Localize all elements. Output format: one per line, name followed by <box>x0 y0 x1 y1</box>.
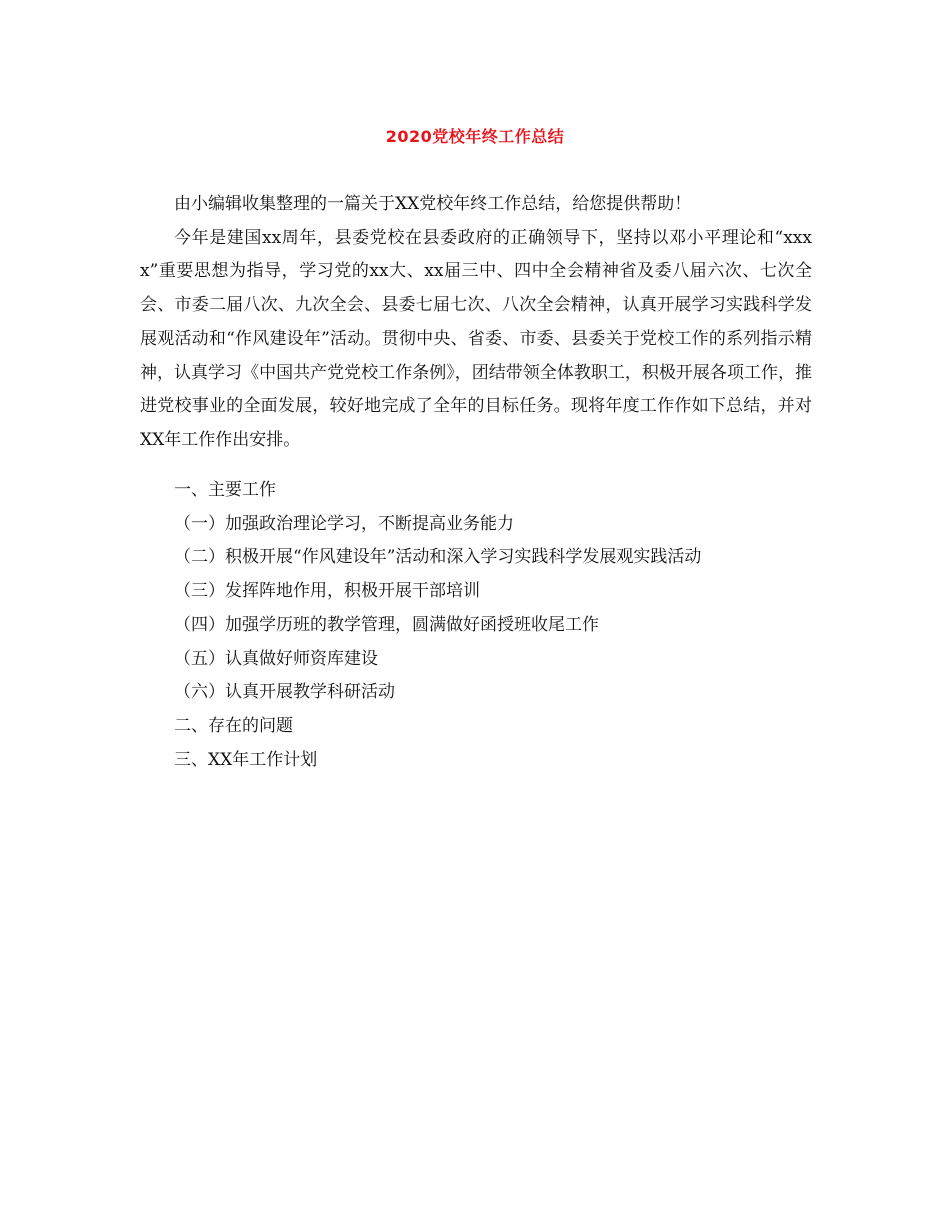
outline-item-5: （五）认真做好师资库建设 <box>174 648 378 669</box>
summary-paragraph: 今年是建国xx周年，县委党校在县委政府的正确领导下，坚持以邓小平理论和“xxxx”重要思想为指导，学习党的xx大、xx届三中、四中全会精神省及委八届六次、七次全会、市委二届八次、九次全会、县委七届七次、八次全会精神，认真开展学习实践科学发展观活动和“作风建设年”活动。贯彻中央、省委、市委、县委关于党校工作的系列指示精神，认真学习《中国共产党党校工作条例》，团结带领全体教职工，积极开展各项工作，推进党校事业的全面发展，较好地完成了全年的目标任务。现将年度工作作如下总结，并对XX年工作作出安排。 <box>140 227 812 450</box>
outline-item-4: （四）加强学历班的教学管理，圆满做好函授班收尾工作 <box>174 614 599 635</box>
outline-heading-main-work: 一、主要工作 <box>174 480 276 500</box>
document-outline <box>140 474 812 777</box>
outline-item-1: （一）加强政治理论学习，不断提高业务能力 <box>174 513 514 534</box>
outline-item-6: （六）认真开展教学科研活动 <box>174 682 395 703</box>
document-title: 2020党校年终工作总结 <box>385 127 565 146</box>
intro-paragraph: 由小编辑收集整理的一篇关于XX党校年终工作总结，给您提供帮助！ <box>174 194 692 214</box>
outline-item-3: （三）发挥阵地作用，积极开展干部培训 <box>174 581 480 602</box>
outline-item-2: （二）积极开展“作风建设年”活动和深入学习实践科学发展观实践活动 <box>174 547 702 568</box>
outline-heading-problems: 二、存在的问题 <box>174 715 293 736</box>
outline-heading-plan: 三、XX年工作计划 <box>174 749 318 770</box>
document-body <box>140 188 812 458</box>
